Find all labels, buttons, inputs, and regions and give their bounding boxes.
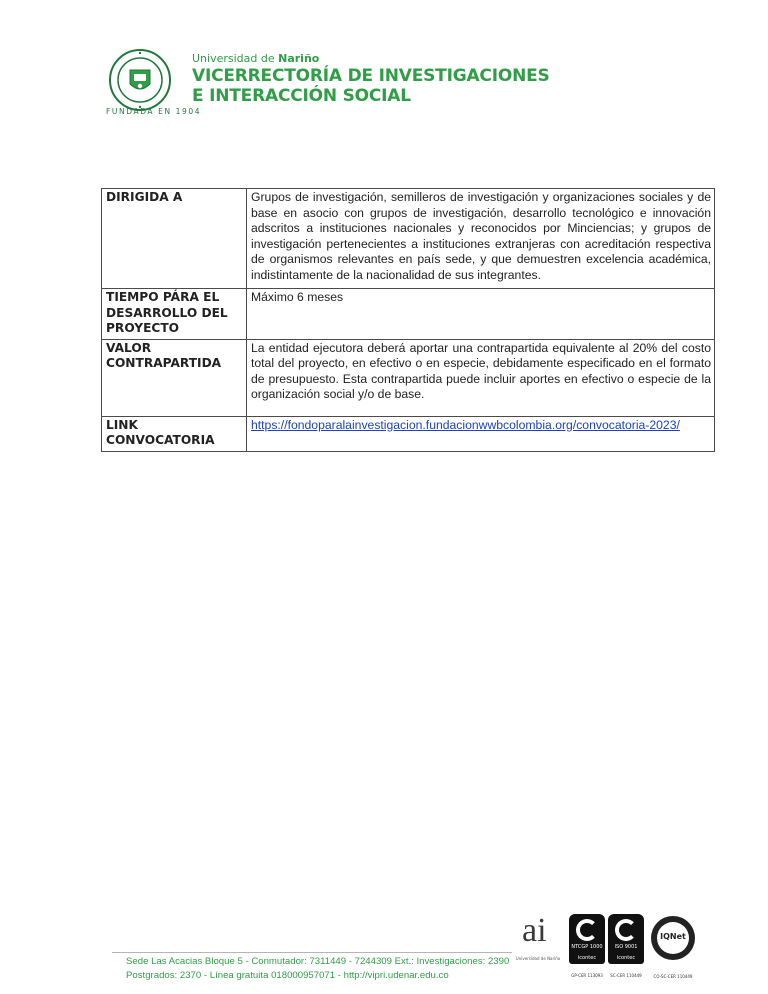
row-label-dirigida: DIRIGIDA A <box>102 189 247 289</box>
iso9001-certification-badge <box>608 914 644 978</box>
office-title-line1: VICERRECTORÍA DE INVESTIGACIONES <box>192 66 550 86</box>
footer-contact: Postgrados: 2370 - Línea gratuita 018000957071 - http://vipri.udenar.edu.co <box>126 970 449 981</box>
table-row <box>102 339 715 416</box>
row-value-contrapartida: La entidad ejecutora deberá aportar una contrapartida equivalente al 20% del costo total del proyecto, en efectivo o en especie, debidamente especificado en el formato de presupuesto. Esta contrapartida puede incluir aportes en efectivo o especie de la organización social y/o de base. <box>247 339 715 416</box>
row-label-tiempo: TIEMPO PÁRA EL DESARROLLO DEL PROYECTO <box>102 289 247 340</box>
badge-code: CO-SC-CER 110449 <box>653 974 693 979</box>
row-value-link <box>247 416 715 451</box>
ai-logo-caption: Universidad de Nariño <box>515 956 561 961</box>
iqnet-text: IQNet <box>660 932 686 941</box>
table-row <box>102 289 715 340</box>
university-seal-icon <box>108 48 172 112</box>
table-row <box>102 416 715 451</box>
row-label-contrapartida: VALOR CONTRAPARTIDA <box>102 339 247 416</box>
founded-text: FUNDADA EN 1904 <box>106 107 202 116</box>
university-name: Universidad de Nariño <box>192 52 320 65</box>
ai-logo-text: ai <box>522 912 547 949</box>
row-value-dirigida: Grupos de investigación, semilleros de investigación y organizaciones sociales y de base en asocio con grupos de investigación, desarrollo tecnológico e innovación adscritos a instituciones nacionales y reconocidos por Minciencias; y grupos de investigación pertenecientes a instituciones extranjeras con acreditación respectiva de organismos relevantes en país sede, y que demuestren excelencia académica, indistintamente de la nacionalidad de sus integrantes. <box>247 189 715 289</box>
row-label-link: LINK CONVOCATORIA <box>102 416 247 451</box>
iqnet-certification-badge <box>649 914 697 979</box>
footer-divider <box>112 952 512 953</box>
certification-badge-icon: NTCGP 1000 icontec <box>569 914 605 964</box>
ntcgp-certification-badge <box>569 914 605 978</box>
certification-badge-icon: ISO 9001 icontec <box>608 914 644 964</box>
footer-address: Sede Las Acacias Bloque 5 - Conmutador: 7311449 - 7244309 Ext.: Investigaciones: 2390 <box>126 956 510 967</box>
page-header <box>106 46 550 120</box>
ai-accreditation-logo <box>512 912 564 984</box>
convocatoria-link[interactable]: https://fondoparalainvestigacion.fundacionwwbcolombia.org/convocatoria-2023/ <box>251 417 680 432</box>
badge-code: GP-CER 113093 <box>571 973 603 978</box>
call-info-table <box>101 188 715 452</box>
table-row <box>102 189 715 289</box>
office-title-line2: E INTERACCIÓN SOCIAL <box>192 86 411 106</box>
row-value-tiempo: Máximo 6 meses <box>247 289 715 340</box>
badge-code: SC-CER 110449 <box>610 973 642 978</box>
